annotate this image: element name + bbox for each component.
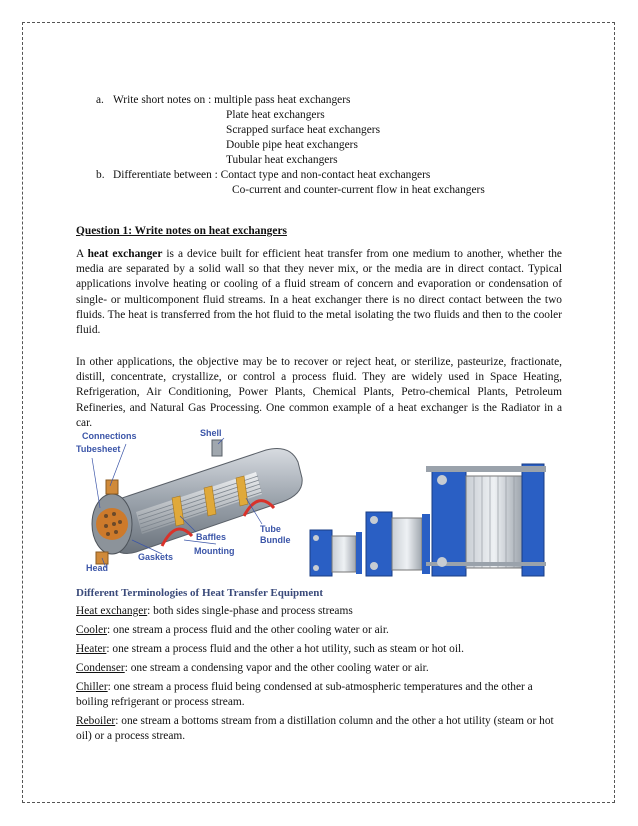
term-name: Condenser bbox=[76, 662, 125, 674]
task-a-item: Double pipe heat exchangers bbox=[226, 139, 358, 151]
label-connections: Connections bbox=[82, 431, 137, 441]
term-row bbox=[76, 680, 562, 710]
task-b-item: Co-current and counter-current flow in heat exchangers bbox=[232, 184, 485, 196]
term-row bbox=[76, 714, 562, 744]
paragraph-definition bbox=[76, 247, 562, 338]
term-name: Reboiler bbox=[76, 715, 116, 727]
task-a-item: Plate heat exchangers bbox=[226, 109, 325, 121]
term-name: Cooler bbox=[76, 624, 108, 636]
term-name: Chiller bbox=[76, 681, 108, 693]
term-row bbox=[76, 642, 562, 657]
term-row bbox=[76, 661, 562, 676]
label-head: Head bbox=[86, 563, 109, 573]
plate-unit-small bbox=[310, 530, 362, 576]
term-definition: : one stream a condensing vapor and the other cooling water or air. bbox=[124, 662, 429, 674]
label-baffles: Baffles bbox=[196, 532, 227, 542]
task-a-label: a. bbox=[96, 94, 104, 106]
shell-and-tube-illustration bbox=[76, 428, 316, 574]
term-definition: : both sides single-phase and process streams bbox=[147, 605, 353, 617]
plate-unit-large bbox=[426, 464, 546, 576]
para1-body: is a device built for efficient heat transfer from one medium to another, whether the media are separated by a solid wall so that they never mix, or the media are in direct contact. Typical applications involve heating or cooling of a fluid stream of concern and evaporation or condensation of single- or multicomponent fluid streams. In a heat exchanger there is no direct contact between the two fluids. The heat is transferred from the hot fluid to the metal isolating the two fluids and then to the cooler fluid. bbox=[76, 248, 562, 337]
term-definition: : one stream a process fluid being condensed at sub-atmospheric temperatures and the other a boiling refrigerant or process stream. bbox=[76, 681, 533, 709]
task-a-text: Write short notes on : multiple pass heat exchangers bbox=[113, 94, 351, 106]
label-mounting: Mounting bbox=[194, 546, 235, 556]
task-b-label: b. bbox=[96, 169, 105, 181]
task-b-text: Differentiate between : Contact type and non-contact heat exchangers bbox=[113, 169, 431, 181]
term-row bbox=[76, 604, 562, 619]
paragraph-applications: In other applications, the objective may be to recover or reject heat, or sterilize, pasteurize, fractionate, distill, concentrate, crystallize, or control a process fluid. They are widely used in Space Heating, Refrigeration, Air Conditioning, Power Plants, Chemical Plants, Petro-chemical Plants, Petroleum Refineries, and Natural Gas Processing. One common example of a heat exchanger is the Radiator in a car. bbox=[76, 356, 562, 429]
term-row bbox=[76, 623, 562, 638]
task-a-item: Scrapped surface heat exchangers bbox=[226, 124, 381, 136]
label-shell: Shell bbox=[200, 428, 222, 438]
question-heading: Question 1: Write notes on heat exchangers bbox=[76, 225, 287, 237]
plate-heat-exchangers-illustration bbox=[306, 458, 562, 580]
label-tube-bundle-1: Tube bbox=[260, 524, 281, 534]
term-name: Heat exchanger bbox=[76, 605, 148, 617]
term-definition: : one stream a process fluid and the other a hot utility, such as steam or hot oil. bbox=[106, 643, 465, 655]
term-definition: : one stream a process fluid and the other cooling water or air. bbox=[107, 624, 389, 636]
label-gaskets: Gaskets bbox=[138, 552, 174, 562]
term-heat-exchanger: heat exchanger bbox=[87, 248, 163, 260]
term-name: Heater bbox=[76, 643, 107, 655]
label-tube-bundle-2: Bundle bbox=[260, 535, 291, 545]
para1-prefix: A bbox=[76, 248, 88, 260]
task-a-item: Tubular heat exchangers bbox=[226, 154, 338, 166]
label-tubesheet: Tubesheet bbox=[76, 444, 121, 454]
plate-unit-medium bbox=[366, 512, 430, 576]
terminology-title: Different Terminologies of Heat Transfer Equipment bbox=[76, 587, 323, 599]
term-definition: : one stream a bottoms stream from a distillation column and the other a hot utility (steam or hot oil) or a process stream. bbox=[76, 715, 554, 743]
